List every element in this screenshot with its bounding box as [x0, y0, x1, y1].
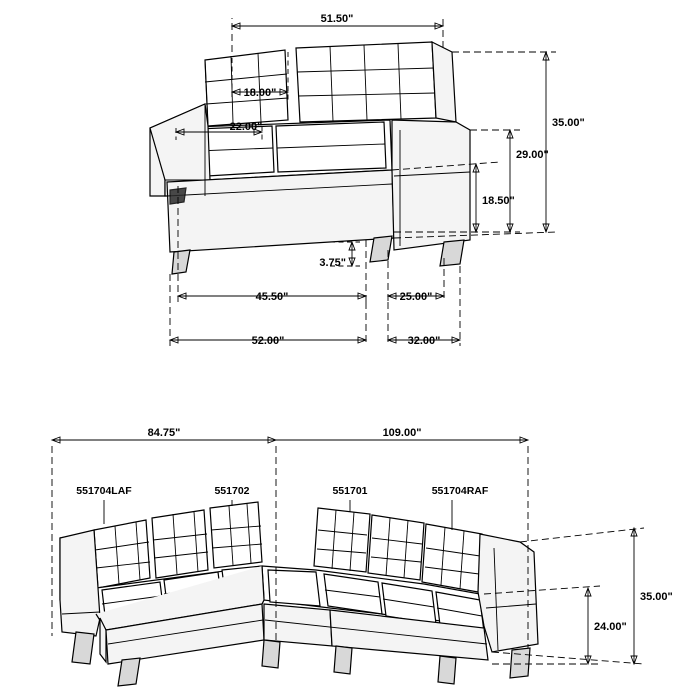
dim-leg-height: 3.75" — [319, 257, 346, 269]
dim-sectional-overall-height: 35.00" — [640, 591, 673, 603]
dim-arm-height: 29.00" — [516, 149, 549, 161]
loveseat-drawing — [150, 42, 470, 274]
part-label-laf: 551704LAF — [76, 485, 132, 497]
dim-sectional-seat-height: 24.00" — [594, 621, 627, 633]
dim-top-width-overall: 51.50" — [320, 13, 354, 25]
dim-overall-depth: 32.00" — [407, 335, 441, 347]
dim-overall-height: 35.00" — [552, 117, 585, 129]
part-number-labels — [76, 485, 489, 497]
part-label-armless: 551702 — [214, 485, 250, 497]
dim-left-section-width: 84.75" — [147, 427, 181, 439]
dim-seat-height: 18.50" — [482, 195, 515, 207]
dim-seat-width: 45.50" — [255, 291, 289, 303]
part-label-corner: 551701 — [332, 485, 368, 497]
dim-seat-cushion-depth: 22.00" — [229, 121, 263, 133]
dim-seat-depth: 25.00" — [399, 291, 433, 303]
dim-right-section-width: 109.00" — [382, 427, 422, 439]
sectional-drawing — [60, 502, 538, 686]
part-label-raf: 551704RAF — [431, 485, 489, 497]
dim-back-cushion-height: 18.00" — [243, 87, 277, 99]
dim-overall-width: 52.00" — [251, 335, 285, 347]
